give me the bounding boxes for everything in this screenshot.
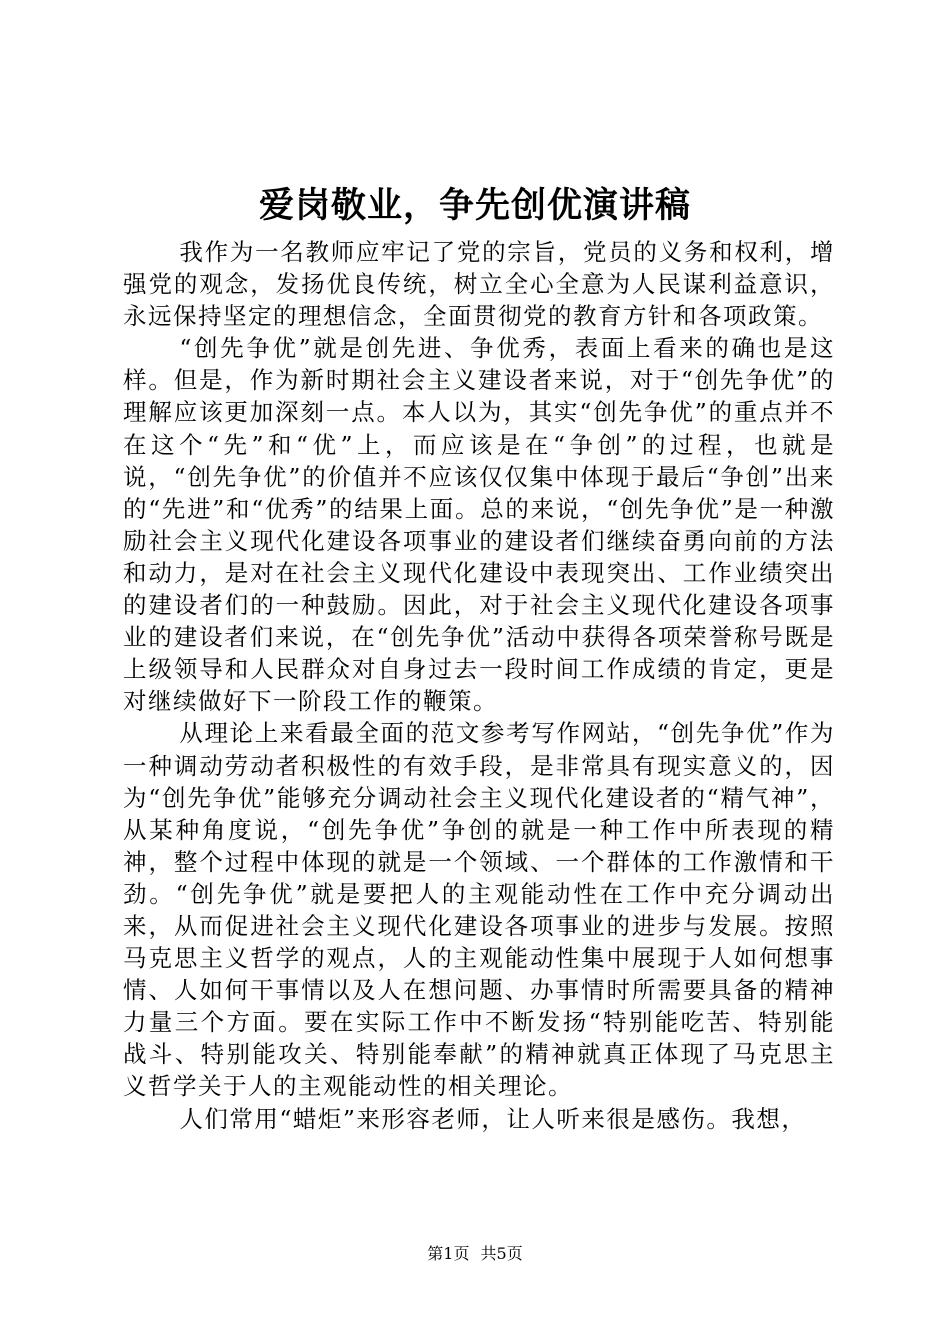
paragraph-4: 人们常用“蜡炬”来形容老师，让人听来很是感伤。我想， <box>179 1104 807 1133</box>
page-number-footer: 第1页 共5页 <box>427 1244 523 1263</box>
paragraph-1: 我作为一名教师应牢记了党的宗旨，党员的义务和权利，增强党的观念，发扬优良传统，树立全心全意为人民谋利益意识，永远保持坚定的理想信念，全面贯彻党的教育方针和各项政策。 <box>123 238 835 331</box>
paragraph-3: 从理论上来看最全面的范文参考写作网站，“创先争优”作为一种调动劳动者积极性的有效手段，是非常具有现实意义的，因为“创先争优”能够充分调动社会主义现代化建设者的“精气神”，从某种角度说，“创先争优”争创的就是一种工作中所表现的精神，整个过程中体现的就是一个领域、一个群体的工作激情和干劲。“创先争优”就是要把人的主观能动性在工作中充分调动出来，从而促进社会主义现代化建设各项事业的进步与发展。按照马克思主义哲学的观点，人的主观能动性集中展现于人如何想事情、人如何干事情以及人在想问题、办事情时所需要具备的精神力量三个方面。要在实际工作中不断发扬“特别能吃苦、特别能战斗、特别能攻关、特别能奉献”的精神就真正体现了马克思主义哲学关于人的主观能动性的相关理论。 <box>123 719 835 1101</box>
paragraph-2: “创先争优”就是创先进、争优秀，表面上看来的确也是这样。但是，作为新时期社会主义建设者来说，对于“创先争优”的理解应该更加深刻一点。本人以为，其实“创先争优”的重点并不在这个“先”和“优”上，而应该是在“争创”的过程，也就是说，“创先争优”的价值并不应该仅仅集中体现于最后“争创”出来的“先进”和“优秀”的结果上面。总的来说，“创先争优”是一种激励社会主义现代化建设各项事业的建设者们继续奋勇向前的方法和动力，是对在社会主义现代化建设中表现突出、工作业绩突出的建设者们的一种鼓励。因此，对于社会主义现代化建设各项事业的建设者们来说，在“创先争优”活动中获得各项荣誉称号既是上级领导和人民群众对自身过去一段时间工作成绩的肯定，更是对继续做好下一阶段工作的鞭策。 <box>123 334 835 716</box>
document-body <box>123 236 835 1135</box>
document-title: 爱岗敬业，争先创优演讲稿 <box>258 186 691 226</box>
